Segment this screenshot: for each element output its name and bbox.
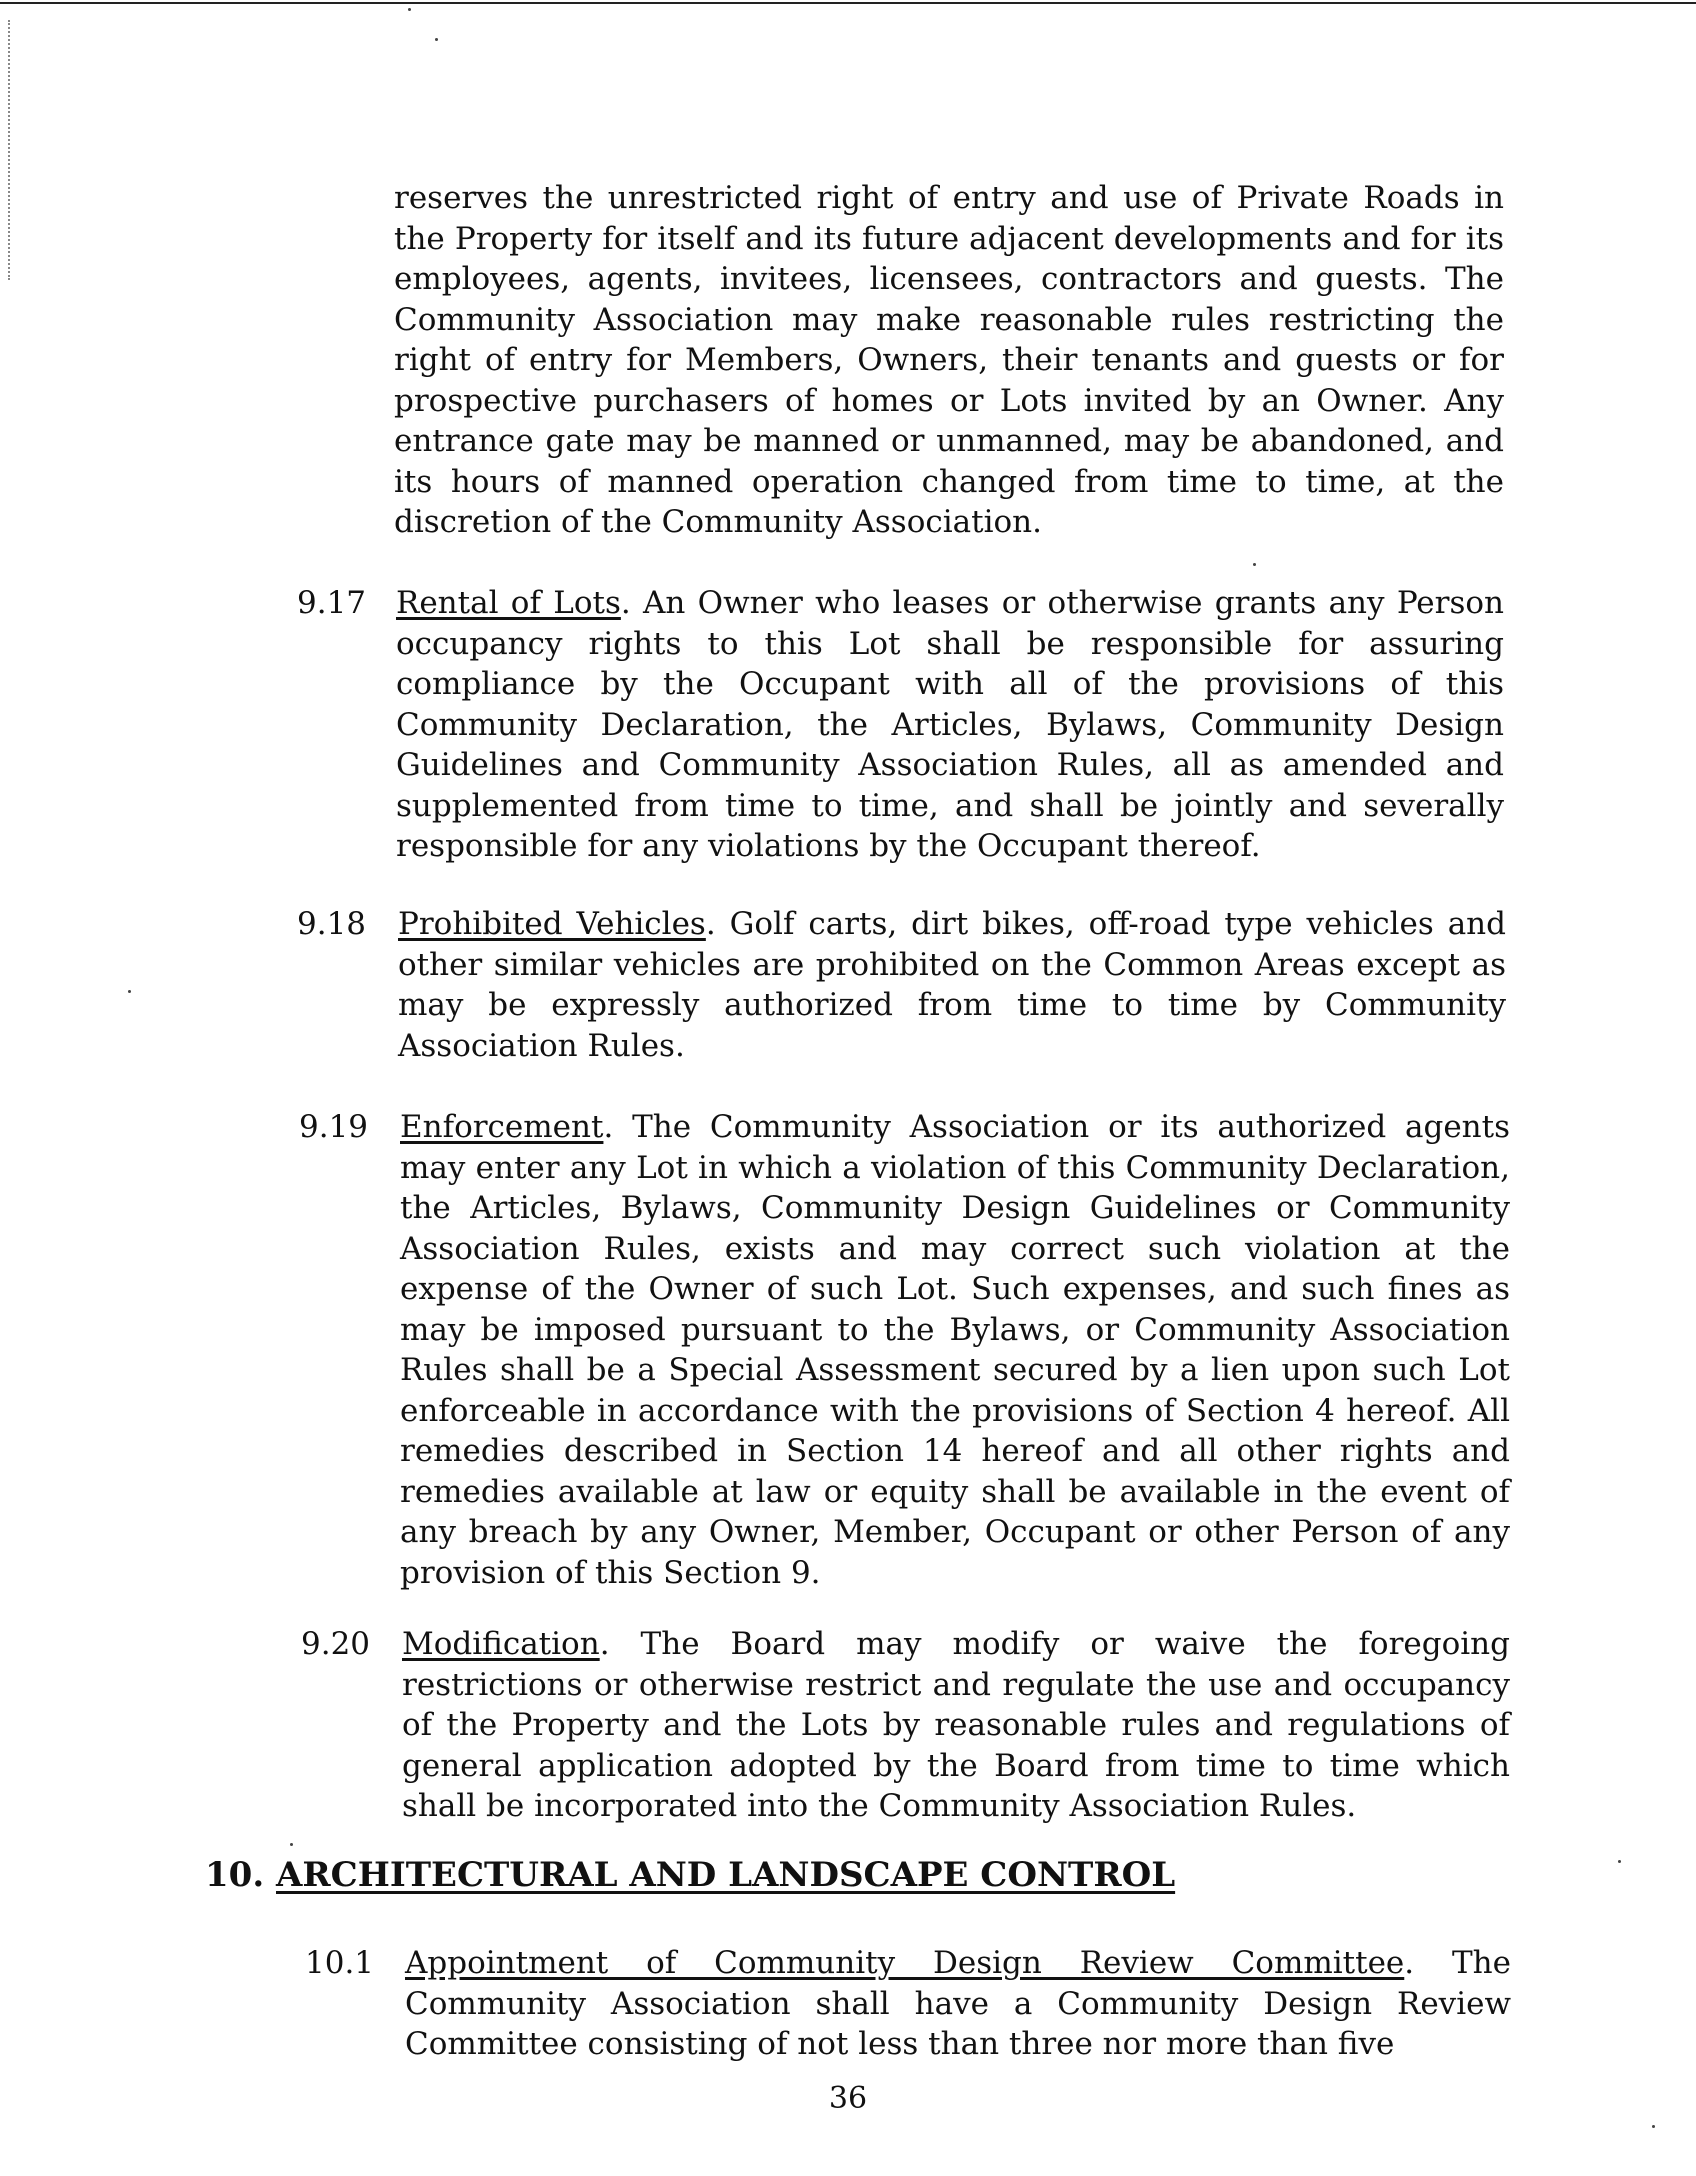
- page-number: 36: [828, 2081, 868, 2116]
- section-body: [396, 583, 1504, 867]
- section-body: [405, 1943, 1511, 2065]
- section-number: 9.18: [297, 906, 367, 942]
- scan-speck: [1652, 2125, 1655, 2128]
- left-scan-margin: [8, 20, 10, 280]
- section-number: 9.19: [299, 1109, 369, 1145]
- scan-speck: [1618, 1860, 1621, 1863]
- section-body: [400, 1107, 1510, 1593]
- scan-speck: [128, 990, 131, 993]
- section-text: . The Board may modify or waive the foregoing restrictions or otherwise restrict and regulate the use and occupancy of the Property and the Lots by reasonable rules and regulations of general application adopted by the Board from time to time which shall be incorporated into the Community Association Rules.: [402, 1626, 1510, 1824]
- section-title: Enforcement: [400, 1109, 604, 1145]
- section-body: [402, 1624, 1510, 1827]
- section-number: 9.20: [301, 1626, 371, 1662]
- article-number: 10.: [205, 1855, 265, 1895]
- section-title: Modification: [402, 1626, 600, 1662]
- scan-speck: [290, 1843, 293, 1846]
- scan-speck: [408, 8, 411, 11]
- section-text: . Golf carts, dirt bikes, off-road type vehicles and other similar vehicles are prohibited on the Common Areas except as may be expressly authorized from time to time by Community Association Rules.: [398, 906, 1506, 1064]
- section-number: 10.1: [305, 1945, 375, 1981]
- section-text: . The Community Association or its authorized agents may enter any Lot in which a violation of this Community Declaration, the Articles, Bylaws, Community Design Guidelines or Community Association Rules, exists and may correct such violation at the expense of the Owner of such Lot. Such expenses, and such fines as may be imposed pursuant to the Bylaws, or Community Association Rules shall be a Special Assessment secured by a lien upon such Lot enforceable in accordance with the provisions of Section 4 hereof. All remedies described in Section 14 hereof and all other rights and remedies available at law or equity shall be available in the event of any breach by any Owner, Member, Occupant or other Person of any provision of this Section 9.: [400, 1109, 1510, 1591]
- section-text: . An Owner who leases or otherwise grants any Person occupancy rights to this Lot shall be responsible for assuring compliance by the Occupant with all of the provisions of this Community Declaration, the Articles, Bylaws, Community Design Guidelines and Community Association Rules, all as amended and supplemented from time to time, and shall be jointly and severally responsible for any violations by the Occupant thereof.: [396, 585, 1504, 864]
- article-title: ARCHITECTURAL AND LANDSCAPE CONTROL: [276, 1855, 1176, 1895]
- scan-speck: [435, 38, 438, 41]
- section-title: Rental of Lots: [396, 585, 621, 621]
- section-title: Prohibited Vehicles: [398, 906, 706, 942]
- section-number: 9.17: [297, 585, 367, 621]
- top-scan-edge: [0, 2, 1696, 4]
- section-body: [398, 904, 1506, 1066]
- scan-speck: [1253, 563, 1256, 566]
- section-text: . The Community Association shall have a Community Design Review Committee consisting of not less than three nor more than five: [405, 1945, 1511, 2062]
- section-title: Appointment of Community Design Review Committee: [405, 1945, 1405, 1981]
- continuation-paragraph: reserves the unrestricted right of entry and use of Private Roads in the Property for itself and its future adjacent developments and for its employees, agents, invitees, licensees, contractors and guests. The Community Association may make reasonable rules restricting the right of entry for Members, Owners, their tenants and guests or for prospective purchasers of homes or Lots invited by an Owner. Any entrance gate may be manned or unmanned, may be abandoned, and its hours of manned operation changed from time to time, at the discretion of the Community Association.: [394, 180, 1504, 540]
- article-heading: [205, 1853, 1175, 1897]
